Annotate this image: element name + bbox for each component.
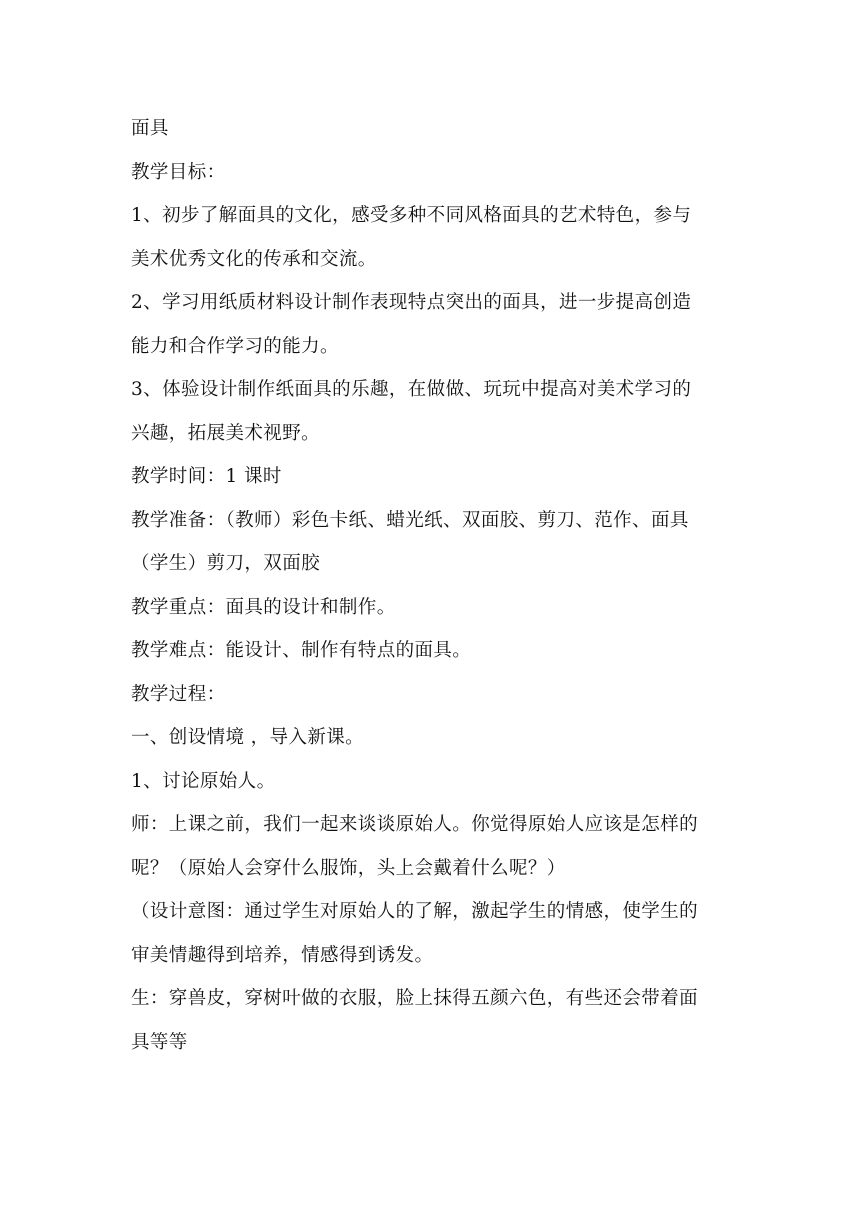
text-line: 师：上课之前，我们一起来谈谈原始人。你觉得原始人应该是怎样的 <box>131 814 699 835</box>
text-line: 审美情趣得到培养，情感得到诱发。 <box>131 944 434 966</box>
process-substep: 1、讨论原始人。 <box>131 770 276 792</box>
text-line: （设计意图：通过学生对原始人的了解，激起学生的情感，使学生的 <box>131 901 699 922</box>
text-line: 3、体验设计制作纸面具的乐趣，在做做、玩玩中提高对美术学习的 <box>131 379 692 400</box>
text-line: 兴趣，拓展美术视野。 <box>131 422 321 444</box>
document-body <box>131 111 731 1068</box>
text-line: 美术优秀文化的传承和交流。 <box>131 248 377 270</box>
text-line: 呢？（原始人会穿什么服饰，头上会戴着什么呢？） <box>131 857 566 879</box>
teaching-key-point: 教学重点：面具的设计和制作。 <box>131 596 396 618</box>
text-line: 生：穿兽皮，穿树叶做的衣服，脸上抹得五颜六色，有些还会带着面 <box>131 988 699 1009</box>
document-title: 面具 <box>131 118 169 139</box>
text-line: 能力和合作学习的能力。 <box>131 335 339 357</box>
section-heading-process: 教学过程： <box>131 683 226 705</box>
text-line: 具等等 <box>131 1031 188 1053</box>
teaching-preparation-students: （学生）剪刀，双面胶 <box>131 553 321 574</box>
process-step-heading: 一、创设情境 ，导入新课。 <box>131 727 365 748</box>
text-line: 2、学习用纸质材料设计制作表现特点突出的面具，进一步提高创造 <box>131 292 692 313</box>
text-line: 1、初步了解面具的文化，感受多种不同风格面具的艺术特色，参与 <box>131 205 692 226</box>
teaching-difficulty: 教学难点：能设计、制作有特点的面具。 <box>131 640 472 661</box>
teaching-time: 教学时间：1 课时 <box>131 466 282 487</box>
teaching-preparation: 教学准备：（教师）彩色卡纸、蜡光纸、双面胶、剪刀、范作、面具 <box>131 509 689 531</box>
section-heading-objectives: 教学目标： <box>131 161 226 183</box>
